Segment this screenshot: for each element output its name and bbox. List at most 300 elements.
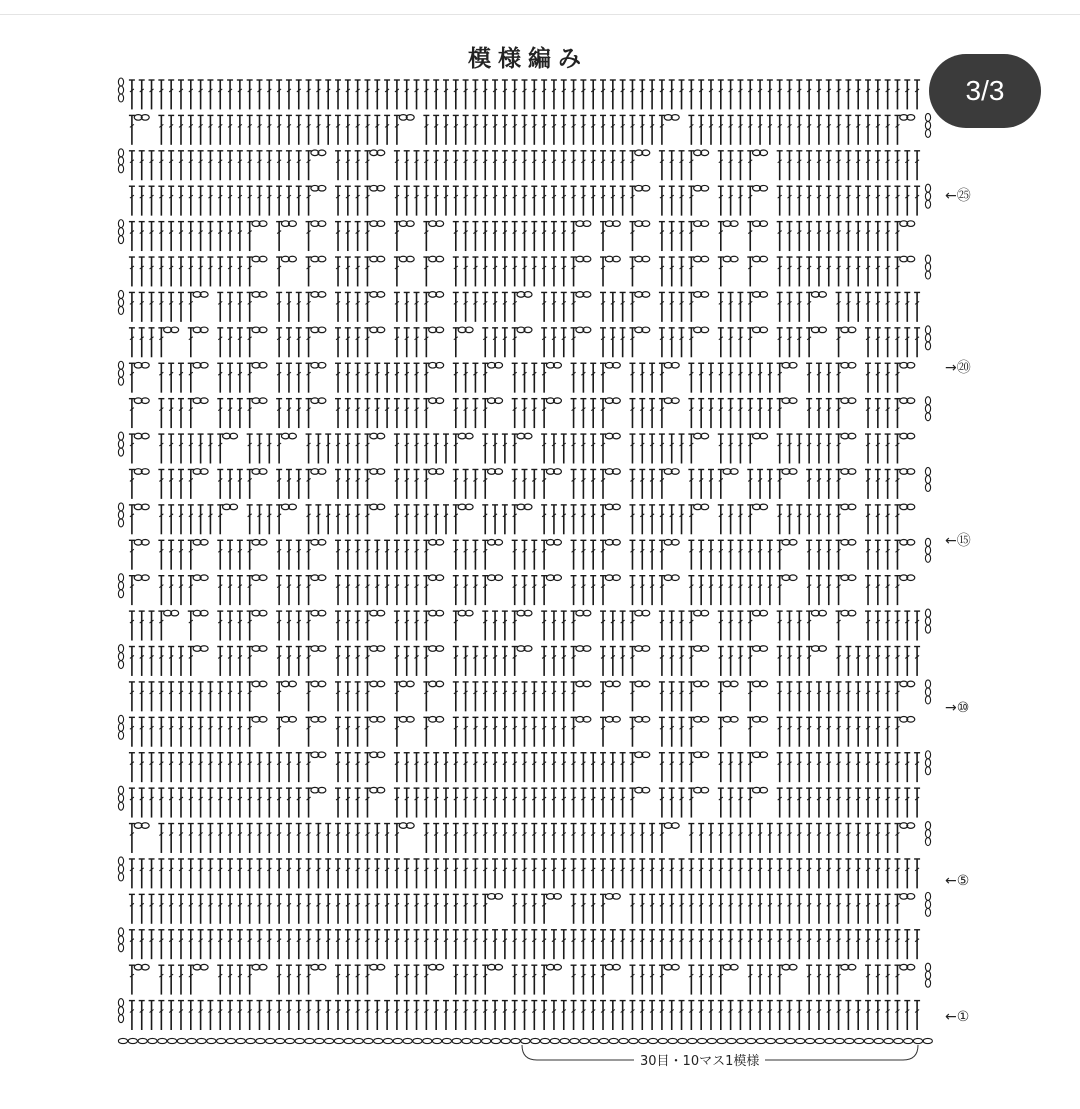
double-crochet-stitch: [708, 80, 714, 109]
double-crochet-stitch: [659, 434, 665, 463]
double-crochet-stitch: [875, 115, 881, 144]
double-crochet-stitch: [463, 363, 469, 392]
double-crochet-stitch: [217, 115, 223, 144]
double-crochet-stitch: [158, 257, 164, 286]
double-crochet-stitch: [335, 930, 341, 959]
double-crochet-stitch: [561, 824, 567, 853]
double-crochet-stitch: [894, 717, 900, 746]
double-crochet-stitch: [826, 222, 832, 251]
foundation-chain-stitch: [855, 1038, 864, 1043]
double-crochet-stitch: [335, 859, 341, 888]
double-crochet-stitch: [247, 930, 253, 959]
stitch-row: [129, 433, 915, 463]
double-crochet-stitch: [590, 576, 596, 605]
double-crochet-stitch: [904, 151, 910, 180]
double-crochet-stitch: [335, 363, 341, 392]
double-crochet-stitch: [836, 576, 842, 605]
double-crochet-stitch: [777, 399, 783, 428]
double-crochet-stitch: [728, 151, 734, 180]
double-crochet-stitch: [345, 540, 351, 569]
double-crochet-stitch: [894, 151, 900, 180]
double-crochet-stitch: [865, 824, 871, 853]
double-crochet-stitch: [669, 753, 675, 782]
double-crochet-stitch: [639, 399, 645, 428]
double-crochet-stitch: [325, 115, 331, 144]
double-crochet-stitch: [198, 222, 204, 251]
double-crochet-stitch: [787, 328, 793, 357]
double-crochet-stitch: [826, 399, 832, 428]
double-crochet-stitch: [914, 186, 920, 215]
double-crochet-stitch: [875, 824, 881, 853]
double-crochet-stitch: [522, 930, 528, 959]
double-crochet-stitch: [276, 540, 282, 569]
double-crochet-stitch: [198, 859, 204, 888]
double-crochet-stitch: [649, 434, 655, 463]
double-crochet-stitch: [345, 717, 351, 746]
double-crochet-stitch: [875, 894, 881, 923]
double-crochet-stitch: [737, 647, 743, 676]
double-crochet-stitch: [571, 647, 577, 676]
double-crochet-stitch: [728, 930, 734, 959]
double-crochet-stitch: [688, 434, 694, 463]
double-crochet-stitch: [355, 540, 361, 569]
double-crochet-stitch: [845, 753, 851, 782]
double-crochet-stitch: [247, 576, 253, 605]
double-crochet-stitch: [590, 824, 596, 853]
double-crochet-stitch: [286, 930, 292, 959]
double-crochet-stitch: [610, 292, 616, 321]
double-crochet-stitch: [247, 151, 253, 180]
double-crochet-stitch: [855, 292, 861, 321]
double-crochet-stitch: [178, 753, 184, 782]
double-crochet-stitch: [247, 505, 253, 534]
double-crochet-stitch: [355, 576, 361, 605]
double-crochet-stitch: [492, 717, 498, 746]
double-crochet-stitch: [139, 894, 145, 923]
double-crochet-stitch: [531, 363, 537, 392]
double-crochet-stitch: [453, 505, 459, 534]
double-crochet-stitch: [639, 576, 645, 605]
double-crochet-stitch: [698, 1001, 704, 1030]
double-crochet-stitch: [806, 80, 812, 109]
double-crochet-stitch: [335, 222, 341, 251]
double-crochet-stitch: [826, 824, 832, 853]
double-crochet-stitch: [541, 328, 547, 357]
double-crochet-stitch: [806, 682, 812, 711]
double-crochet-stitch: [266, 753, 272, 782]
double-crochet-stitch: [512, 399, 518, 428]
double-crochet-stitch: [914, 930, 920, 959]
double-crochet-stitch: [188, 753, 194, 782]
double-crochet-stitch: [306, 151, 312, 180]
double-crochet-stitch: [571, 115, 577, 144]
foundation-chain-stitch: [452, 1038, 461, 1043]
double-crochet-stitch: [688, 859, 694, 888]
double-crochet-stitch: [257, 930, 263, 959]
double-crochet-stitch: [885, 965, 891, 994]
double-crochet-stitch: [217, 824, 223, 853]
double-crochet-stitch: [502, 434, 508, 463]
double-crochet-stitch: [718, 434, 724, 463]
double-crochet-stitch: [463, 717, 469, 746]
double-crochet-stitch: [472, 363, 478, 392]
double-crochet-stitch: [816, 540, 822, 569]
double-crochet-stitch: [355, 186, 361, 215]
double-crochet-stitch: [286, 80, 292, 109]
double-crochet-stitch: [659, 859, 665, 888]
double-crochet-stitch: [227, 788, 233, 817]
double-crochet-stitch: [374, 115, 380, 144]
double-crochet-stitch: [423, 611, 429, 640]
double-crochet-stitch: [836, 824, 842, 853]
double-crochet-stitch: [836, 1001, 842, 1030]
double-crochet-stitch: [629, 930, 635, 959]
double-crochet-stitch: [796, 682, 802, 711]
double-crochet-stitch: [679, 434, 685, 463]
double-crochet-stitch: [580, 151, 586, 180]
double-crochet-stitch: [433, 434, 439, 463]
double-crochet-stitch: [443, 1001, 449, 1030]
double-crochet-stitch: [168, 1001, 174, 1030]
double-crochet-stitch: [482, 611, 488, 640]
double-crochet-stitch: [217, 576, 223, 605]
foundation-chain-stitch: [737, 1038, 746, 1043]
double-crochet-stitch: [453, 540, 459, 569]
double-crochet-stitch: [787, 647, 793, 676]
double-crochet-stitch: [433, 753, 439, 782]
double-crochet-stitch: [306, 965, 312, 994]
double-crochet-stitch: [836, 222, 842, 251]
double-crochet-stitch: [865, 576, 871, 605]
double-crochet-stitch: [875, 576, 881, 605]
double-crochet-stitch: [472, 682, 478, 711]
double-crochet-stitch: [423, 292, 429, 321]
double-crochet-stitch: [423, 328, 429, 357]
double-crochet-stitch: [472, 753, 478, 782]
double-crochet-stitch: [836, 965, 842, 994]
double-crochet-stitch: [168, 151, 174, 180]
double-crochet-stitch: [158, 115, 164, 144]
double-crochet-stitch: [777, 894, 783, 923]
double-crochet-stitch: [296, 469, 302, 498]
double-crochet-stitch: [531, 80, 537, 109]
double-crochet-stitch: [826, 363, 832, 392]
double-crochet-stitch: [463, 824, 469, 853]
double-crochet-stitch: [836, 363, 842, 392]
double-crochet-stitch: [747, 292, 753, 321]
double-crochet-stitch: [227, 965, 233, 994]
double-crochet-stitch: [404, 151, 410, 180]
double-crochet-stitch: [482, 965, 488, 994]
double-crochet-stitch: [561, 647, 567, 676]
double-crochet-stitch: [325, 859, 331, 888]
double-crochet-stitch: [787, 930, 793, 959]
double-crochet-stitch: [394, 894, 400, 923]
double-crochet-stitch: [551, 788, 557, 817]
double-crochet-stitch: [551, 80, 557, 109]
double-crochet-stitch: [541, 434, 547, 463]
double-crochet-stitch: [355, 151, 361, 180]
double-crochet-stitch: [522, 80, 528, 109]
double-crochet-stitch: [364, 965, 370, 994]
double-crochet-stitch: [728, 576, 734, 605]
double-crochet-stitch: [806, 434, 812, 463]
double-crochet-stitch: [845, 222, 851, 251]
double-crochet-stitch: [139, 222, 145, 251]
double-crochet-stitch: [414, 434, 420, 463]
double-crochet-stitch: [845, 894, 851, 923]
double-crochet-stitch: [767, 540, 773, 569]
double-crochet-stitch: [149, 151, 155, 180]
double-crochet-stitch: [914, 80, 920, 109]
double-crochet-stitch: [237, 859, 243, 888]
double-crochet-stitch: [787, 434, 793, 463]
double-crochet-stitch: [688, 1001, 694, 1030]
double-crochet-stitch: [188, 647, 194, 676]
double-crochet-stitch: [492, 611, 498, 640]
double-crochet-stitch: [286, 540, 292, 569]
double-crochet-stitch: [757, 965, 763, 994]
double-crochet-stitch: [355, 788, 361, 817]
double-crochet-stitch: [777, 115, 783, 144]
double-crochet-stitch: [247, 859, 253, 888]
double-crochet-stitch: [237, 328, 243, 357]
double-crochet-stitch: [747, 894, 753, 923]
double-crochet-stitch: [767, 363, 773, 392]
double-crochet-stitch: [855, 682, 861, 711]
double-crochet-stitch: [443, 930, 449, 959]
double-crochet-stitch: [512, 824, 518, 853]
double-crochet-stitch: [571, 965, 577, 994]
double-crochet-stitch: [836, 859, 842, 888]
double-crochet-stitch: [767, 930, 773, 959]
double-crochet-stitch: [845, 151, 851, 180]
double-crochet-stitch: [885, 824, 891, 853]
double-crochet-stitch: [207, 222, 213, 251]
double-crochet-stitch: [364, 611, 370, 640]
double-crochet-stitch: [482, 257, 488, 286]
double-crochet-stitch: [600, 505, 606, 534]
double-crochet-stitch: [158, 859, 164, 888]
double-crochet-stitch: [669, 894, 675, 923]
double-crochet-stitch: [257, 115, 263, 144]
double-crochet-stitch: [217, 434, 223, 463]
double-crochet-stitch: [139, 753, 145, 782]
double-crochet-stitch: [247, 682, 253, 711]
double-crochet-stitch: [679, 859, 685, 888]
double-crochet-stitch: [571, 505, 577, 534]
foundation-chain-stitch: [688, 1038, 697, 1043]
double-crochet-stitch: [325, 1001, 331, 1030]
double-crochet-stitch: [865, 505, 871, 534]
double-crochet-stitch: [826, 505, 832, 534]
double-crochet-stitch: [247, 186, 253, 215]
double-crochet-stitch: [531, 965, 537, 994]
double-crochet-stitch: [512, 469, 518, 498]
double-crochet-stitch: [531, 222, 537, 251]
double-crochet-stitch: [522, 682, 528, 711]
double-crochet-stitch: [276, 115, 282, 144]
double-crochet-stitch: [855, 824, 861, 853]
double-crochet-stitch: [541, 257, 547, 286]
double-crochet-stitch: [865, 1001, 871, 1030]
double-crochet-stitch: [296, 363, 302, 392]
double-crochet-stitch: [158, 399, 164, 428]
double-crochet-stitch: [168, 576, 174, 605]
double-crochet-stitch: [414, 469, 420, 498]
double-crochet-stitch: [571, 753, 577, 782]
double-crochet-stitch: [620, 328, 626, 357]
foundation-chain-stitch: [344, 1038, 353, 1043]
double-crochet-stitch: [384, 80, 390, 109]
double-crochet-stitch: [443, 80, 449, 109]
stitch-row: [129, 362, 915, 392]
double-crochet-stitch: [914, 859, 920, 888]
double-crochet-stitch: [453, 186, 459, 215]
double-crochet-stitch: [718, 576, 724, 605]
double-crochet-stitch: [865, 611, 871, 640]
double-crochet-stitch: [561, 434, 567, 463]
double-crochet-stitch: [266, 186, 272, 215]
double-crochet-stitch: [129, 363, 135, 392]
double-crochet-stitch: [531, 186, 537, 215]
double-crochet-stitch: [728, 292, 734, 321]
double-crochet-stitch: [129, 611, 135, 640]
double-crochet-stitch: [679, 894, 685, 923]
double-crochet-stitch: [306, 611, 312, 640]
double-crochet-stitch: [649, 824, 655, 853]
double-crochet-stitch: [168, 434, 174, 463]
double-crochet-stitch: [423, 788, 429, 817]
double-crochet-stitch: [423, 186, 429, 215]
stitch-row: [129, 327, 920, 357]
double-crochet-stitch: [247, 292, 253, 321]
double-crochet-stitch: [826, 753, 832, 782]
double-crochet-stitch: [737, 859, 743, 888]
double-crochet-stitch: [149, 328, 155, 357]
double-crochet-stitch: [865, 965, 871, 994]
double-crochet-stitch: [158, 469, 164, 498]
double-crochet-stitch: [816, 399, 822, 428]
double-crochet-stitch: [492, 824, 498, 853]
double-crochet-stitch: [767, 965, 773, 994]
double-crochet-stitch: [384, 824, 390, 853]
double-crochet-stitch: [885, 80, 891, 109]
double-crochet-stitch: [237, 753, 243, 782]
double-crochet-stitch: [551, 647, 557, 676]
double-crochet-stitch: [629, 859, 635, 888]
double-crochet-stitch: [198, 930, 204, 959]
double-crochet-stitch: [247, 257, 253, 286]
double-crochet-stitch: [414, 930, 420, 959]
double-crochet-stitch: [158, 80, 164, 109]
double-crochet-stitch: [237, 115, 243, 144]
double-crochet-stitch: [787, 753, 793, 782]
double-crochet-stitch: [188, 399, 194, 428]
double-crochet-stitch: [188, 257, 194, 286]
turning-chain: [925, 113, 930, 137]
double-crochet-stitch: [404, 859, 410, 888]
double-crochet-stitch: [737, 505, 743, 534]
double-crochet-stitch: [158, 576, 164, 605]
foundation-chain-stitch: [786, 1038, 795, 1043]
double-crochet-stitch: [737, 115, 743, 144]
double-crochet-stitch: [610, 753, 616, 782]
double-crochet-stitch: [826, 788, 832, 817]
double-crochet-stitch: [806, 257, 812, 286]
double-crochet-stitch: [875, 151, 881, 180]
double-crochet-stitch: [816, 80, 822, 109]
double-crochet-stitch: [816, 257, 822, 286]
double-crochet-stitch: [423, 399, 429, 428]
double-crochet-stitch: [816, 824, 822, 853]
double-crochet-stitch: [384, 930, 390, 959]
double-crochet-stitch: [836, 753, 842, 782]
double-crochet-stitch: [541, 753, 547, 782]
double-crochet-stitch: [355, 115, 361, 144]
double-crochet-stitch: [885, 611, 891, 640]
double-crochet-stitch: [629, 469, 635, 498]
double-crochet-stitch: [659, 576, 665, 605]
double-crochet-stitch: [688, 965, 694, 994]
double-crochet-stitch: [345, 930, 351, 959]
stitch-row: [129, 894, 915, 924]
double-crochet-stitch: [443, 753, 449, 782]
double-crochet-stitch: [384, 363, 390, 392]
double-crochet-stitch: [885, 399, 891, 428]
double-crochet-stitch: [276, 222, 282, 251]
double-crochet-stitch: [541, 505, 547, 534]
double-crochet-stitch: [286, 328, 292, 357]
double-crochet-stitch: [757, 363, 763, 392]
double-crochet-stitch: [423, 894, 429, 923]
double-crochet-stitch: [404, 1001, 410, 1030]
double-crochet-stitch: [522, 399, 528, 428]
double-crochet-stitch: [394, 1001, 400, 1030]
double-crochet-stitch: [531, 824, 537, 853]
double-crochet-stitch: [198, 505, 204, 534]
double-crochet-stitch: [894, 399, 900, 428]
double-crochet-stitch: [649, 469, 655, 498]
double-crochet-stitch: [688, 469, 694, 498]
double-crochet-stitch: [531, 257, 537, 286]
double-crochet-stitch: [188, 824, 194, 853]
double-crochet-stitch: [296, 328, 302, 357]
double-crochet-stitch: [600, 647, 606, 676]
double-crochet-stitch: [767, 80, 773, 109]
double-crochet-stitch: [649, 859, 655, 888]
double-crochet-stitch: [551, 859, 557, 888]
double-crochet-stitch: [453, 469, 459, 498]
double-crochet-stitch: [335, 505, 341, 534]
double-crochet-stitch: [777, 753, 783, 782]
double-crochet-stitch: [207, 788, 213, 817]
double-crochet-stitch: [237, 788, 243, 817]
double-crochet-stitch: [718, 222, 724, 251]
double-crochet-stitch: [139, 80, 145, 109]
double-crochet-stitch: [207, 1001, 213, 1030]
double-crochet-stitch: [502, 753, 508, 782]
turning-chain: [925, 184, 930, 208]
double-crochet-stitch: [669, 80, 675, 109]
double-crochet-stitch: [629, 363, 635, 392]
double-crochet-stitch: [296, 186, 302, 215]
double-crochet-stitch: [531, 682, 537, 711]
double-crochet-stitch: [777, 505, 783, 534]
foundation-chain-stitch: [472, 1038, 481, 1043]
double-crochet-stitch: [522, 576, 528, 605]
double-crochet-stitch: [276, 469, 282, 498]
